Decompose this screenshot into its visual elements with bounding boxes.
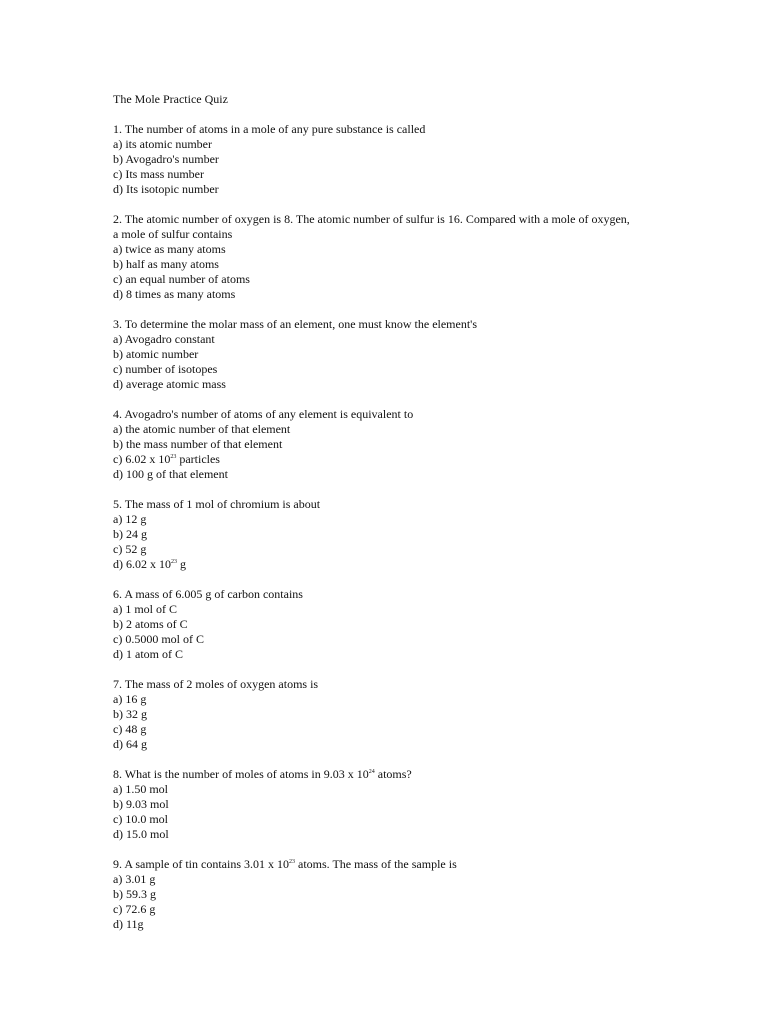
question-4 xyxy=(113,407,633,482)
question-3 xyxy=(113,317,633,392)
option-d-unit: g xyxy=(177,557,186,571)
question-3-option-d: d) average atomic mass xyxy=(113,377,226,391)
question-8-option-a: a) 1.50 mol xyxy=(113,782,168,796)
question-2-text: 2. The atomic number of oxygen is 8. The atomic number of sulfur is 16. Compared with a mole of oxygen, a mole of sulfur contains xyxy=(113,212,630,241)
question-3-option-b: b) atomic number xyxy=(113,347,199,361)
question-4-option-a: a) the atomic number of that element xyxy=(113,422,291,436)
question-8-text-post: atoms? xyxy=(374,767,412,781)
question-8-option-d: d) 15.0 mol xyxy=(113,827,169,841)
question-8-option-b: b) 9.03 mol xyxy=(113,797,169,811)
exponent: 23 xyxy=(171,559,177,565)
question-2-option-c: c) an equal number of atoms xyxy=(113,272,250,286)
question-4-option-c xyxy=(113,452,633,467)
question-9 xyxy=(113,857,633,932)
question-9-text-post: atoms. The mass of the sample is xyxy=(295,857,457,871)
question-4-option-d: d) 100 g of that element xyxy=(113,467,228,481)
question-5-option-c: c) 52 g xyxy=(113,542,147,556)
question-3-text: 3. To determine the molar mass of an element, one must know the element's xyxy=(113,317,478,331)
question-7-text: 7. The mass of 2 moles of oxygen atoms is xyxy=(113,677,319,691)
question-9-text-pre: 9. A sample of tin contains 3.01 x 10 xyxy=(113,857,289,871)
question-5 xyxy=(113,497,633,572)
question-1 xyxy=(113,122,633,197)
exponent: 23 xyxy=(289,859,295,865)
question-1-option-d: d) Its isotopic number xyxy=(113,182,219,196)
question-9-option-d: d) 11g xyxy=(113,917,144,931)
question-8-option-c: c) 10.0 mol xyxy=(113,812,168,826)
option-c-text: c) 6.02 x 10 xyxy=(113,452,171,466)
question-9-option-c: c) 72.6 g xyxy=(113,902,156,916)
question-6-text: 6. A mass of 6.005 g of carbon contains xyxy=(113,587,303,601)
question-5-option-d xyxy=(113,557,633,572)
question-9-text xyxy=(113,857,633,872)
question-2 xyxy=(113,212,633,302)
question-3-option-c: c) number of isotopes xyxy=(113,362,218,376)
question-5-text: 5. The mass of 1 mol of chromium is about xyxy=(113,497,321,511)
question-1-option-b: b) Avogadro's number xyxy=(113,152,219,166)
question-7-option-a: a) 16 g xyxy=(113,692,147,706)
question-7-option-b: b) 32 g xyxy=(113,707,147,721)
question-6-option-d: d) 1 atom of C xyxy=(113,647,183,661)
question-1-option-c: c) Its mass number xyxy=(113,167,204,181)
question-5-option-b: b) 24 g xyxy=(113,527,147,541)
question-8 xyxy=(113,767,633,842)
question-5-option-a: a) 12 g xyxy=(113,512,147,526)
question-2-option-d: d) 8 times as many atoms xyxy=(113,287,236,301)
question-9-option-a: a) 3.01 g xyxy=(113,872,156,886)
question-6-option-c: c) 0.5000 mol of C xyxy=(113,632,204,646)
exponent: 23 xyxy=(170,454,177,460)
question-4-text: 4. Avogadro's number of atoms of any element is equivalent to xyxy=(113,407,414,421)
question-2-option-b: b) half as many atoms xyxy=(113,257,219,271)
document-title: The Mole Practice Quiz xyxy=(113,92,228,106)
question-7-option-d: d) 64 g xyxy=(113,737,147,751)
question-9-option-b: b) 59.3 g xyxy=(113,887,156,901)
option-d-text: d) 6.02 x 10 xyxy=(113,557,171,571)
exponent: 24 xyxy=(368,769,375,775)
question-1-text: 1. The number of atoms in a mole of any pure substance is called xyxy=(113,122,426,136)
question-8-text-pre: 8. What is the number of moles of atoms in 9.03 x 10 xyxy=(113,767,369,781)
question-1-option-a: a) its atomic number xyxy=(113,137,212,151)
question-2-option-a: a) twice as many atoms xyxy=(113,242,226,256)
question-6-option-a: a) 1 mol of C xyxy=(113,602,177,616)
option-c-unit: particles xyxy=(176,452,220,466)
question-6-option-b: b) 2 atoms of C xyxy=(113,617,188,631)
question-7-option-c: c) 48 g xyxy=(113,722,147,736)
question-4-option-b: b) the mass number of that element xyxy=(113,437,283,451)
question-7 xyxy=(113,677,633,752)
question-3-option-a: a) Avogadro constant xyxy=(113,332,215,346)
question-6 xyxy=(113,587,633,662)
question-8-text xyxy=(113,767,633,782)
quiz-document xyxy=(113,92,633,947)
